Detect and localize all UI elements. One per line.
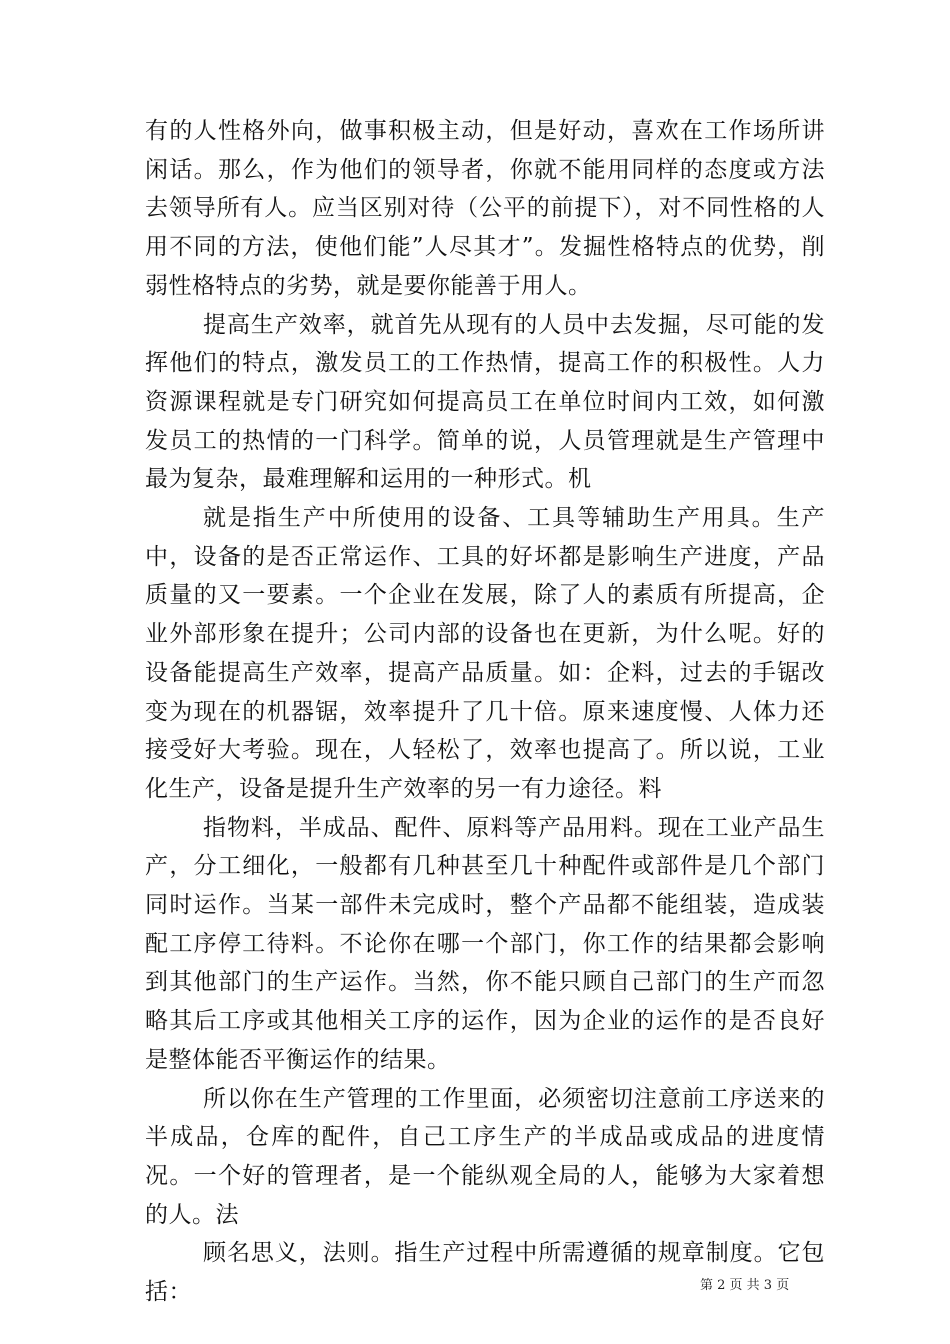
paragraph-productivity: 提高生产效率，就首先从现有的人员中去发掘，尽可能的发挥他们的特点，激发员工的工作热情，提高工作的积极性。人力资源课程就是专门研究如何提高员工在单位时间内工效，如何激发员工的热情的一门科学。简单的说，人员管理就是生产管理中最为复杂，最难理解和运用的一种形式。机 <box>145 311 825 493</box>
document-body <box>145 112 825 1312</box>
paragraph-management-overview: 所以你在生产管理的工作里面，必须密切注意前工序送来的半成品，仓库的配件，自己工序生产的半成品或成品的进度情况。一个好的管理者，是一个能纵观全局的人，能够为大家着想的人。法 <box>145 1085 825 1228</box>
paragraph-machine: 就是指生产中所使用的设备、工具等辅助生产用具。生产中，设备的是否正常运作、工具的好坏都是影响生产进度，产品质量的又一要素。一个企业在发展，除了人的素质有所提高，企业外部形象在提升；公司内部的设备也在更新，为什么呢。好的设备能提高生产效率，提高产品质量。如：企料，过去的手锯改变为现在的机器锯，效率提升了几十倍。原来速度慢、人体力还接受好大考验。现在，人轻松了，效率也提高了。所以说，工业化生产，设备是提升生产效率的另一有力途径。料 <box>145 505 825 802</box>
paragraph-material: 指物料，半成品、配件、原料等产品用料。现在工业产品生产，分工细化，一般都有几种甚至几十种配件或部件是几个部门同时运作。当某一部件未完成时，整个产品都不能组装，造成装配工序停工待料。不论你在哪一个部门，你工作的结果都会影响到其他部门的生产运作。当然，你不能只顾自己部门的生产而忽略其后工序或其他相关工序的运作，因为企业的运作的是否良好是整体能否平衡运作的结果。 <box>145 814 825 1073</box>
paragraph-method: 顾名思义，法则。指生产过程中所需遵循的规章制度。它包括： <box>145 1240 825 1306</box>
page-number-footer: 第 2 页 共 3 页 <box>700 1278 790 1293</box>
paragraph-continuation: 有的人性格外向，做事积极主动，但是好动，喜欢在工作场所讲闲话。那么，作为他们的领导者，你就不能用同样的态度或方法去领导所有人。应当区别对待（公平的前提下），对不同性格的人用不同的方法，使他们能”人尽其才”。发掘性格特点的优势，削弱性格特点的劣势，就是要你能善于用人。 <box>145 118 825 299</box>
